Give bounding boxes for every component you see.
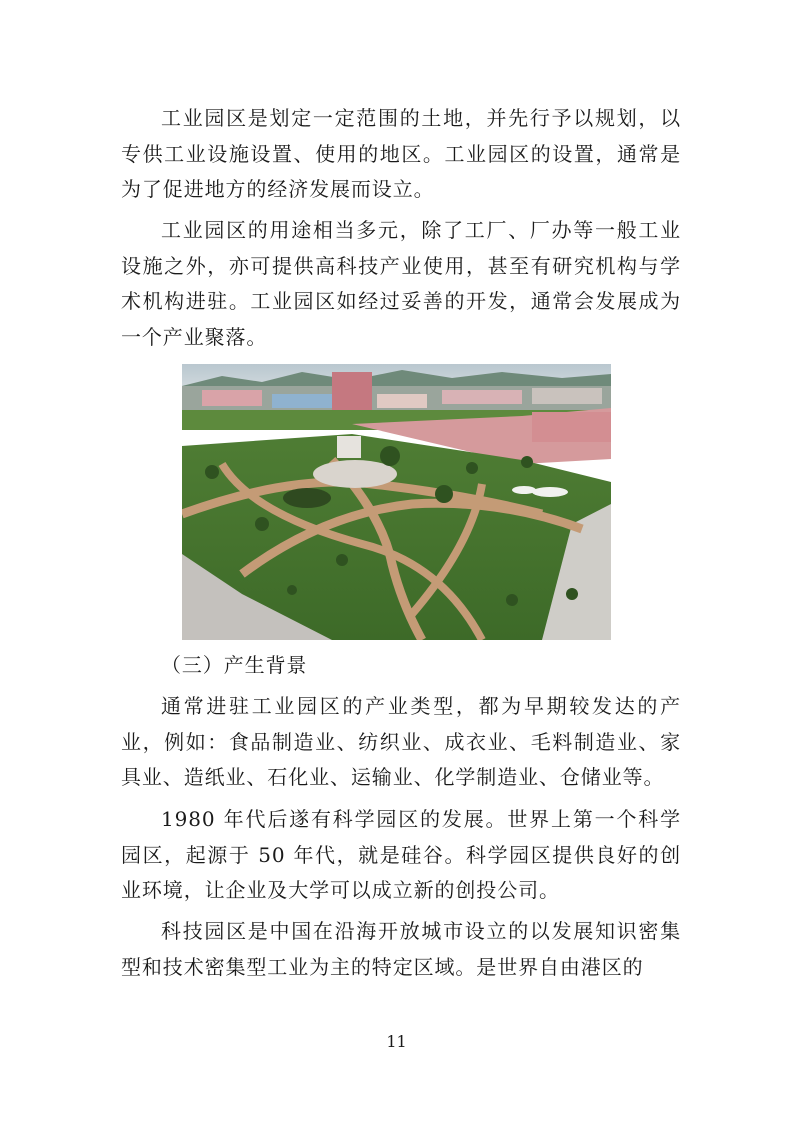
paragraph-industry-types: 通常进驻工业园区的产业类型，都为早期较发达的产业，例如：食品制造业、纺织业、成衣业、毛料制造业、家具业、造纸业、石化业、运输业、化学制造业、仓储业等。: [121, 694, 681, 789]
paragraph-industrial-park-uses: 工业园区的用途相当多元，除了工厂、厂办等一般工业设施之外，亦可提供高科技产业使用，甚至有研究机构与学术机构进驻。工业园区如经过妥善的开发，通常会发展成为一个产业聚落。: [121, 218, 681, 349]
page-number: 11: [386, 1032, 407, 1051]
paragraph-industrial-park-definition: 工业园区是划定一定范围的土地，并先行予以规划，以专供工业设施设置、使用的地区。工业园区的设置，通常是为了促进地方的经济发展而设立。: [121, 106, 681, 201]
paragraph-science-park-history: 1980 年代后遂有科学园区的发展。世界上第一个科学园区，起源于 50 年代，就是硅谷。科学园区提供良好的创业环境，让企业及大学可以成立新的创投公司。: [121, 807, 681, 902]
industrial-park-photo: [182, 364, 611, 640]
section-heading-background: （三）产生背景: [161, 653, 308, 677]
paragraph-tech-park-china: 科技园区是中国在沿海开放城市设立的以发展知识密集型和技术密集型工业为主的特定区域。是世界自由港区的: [121, 919, 681, 979]
